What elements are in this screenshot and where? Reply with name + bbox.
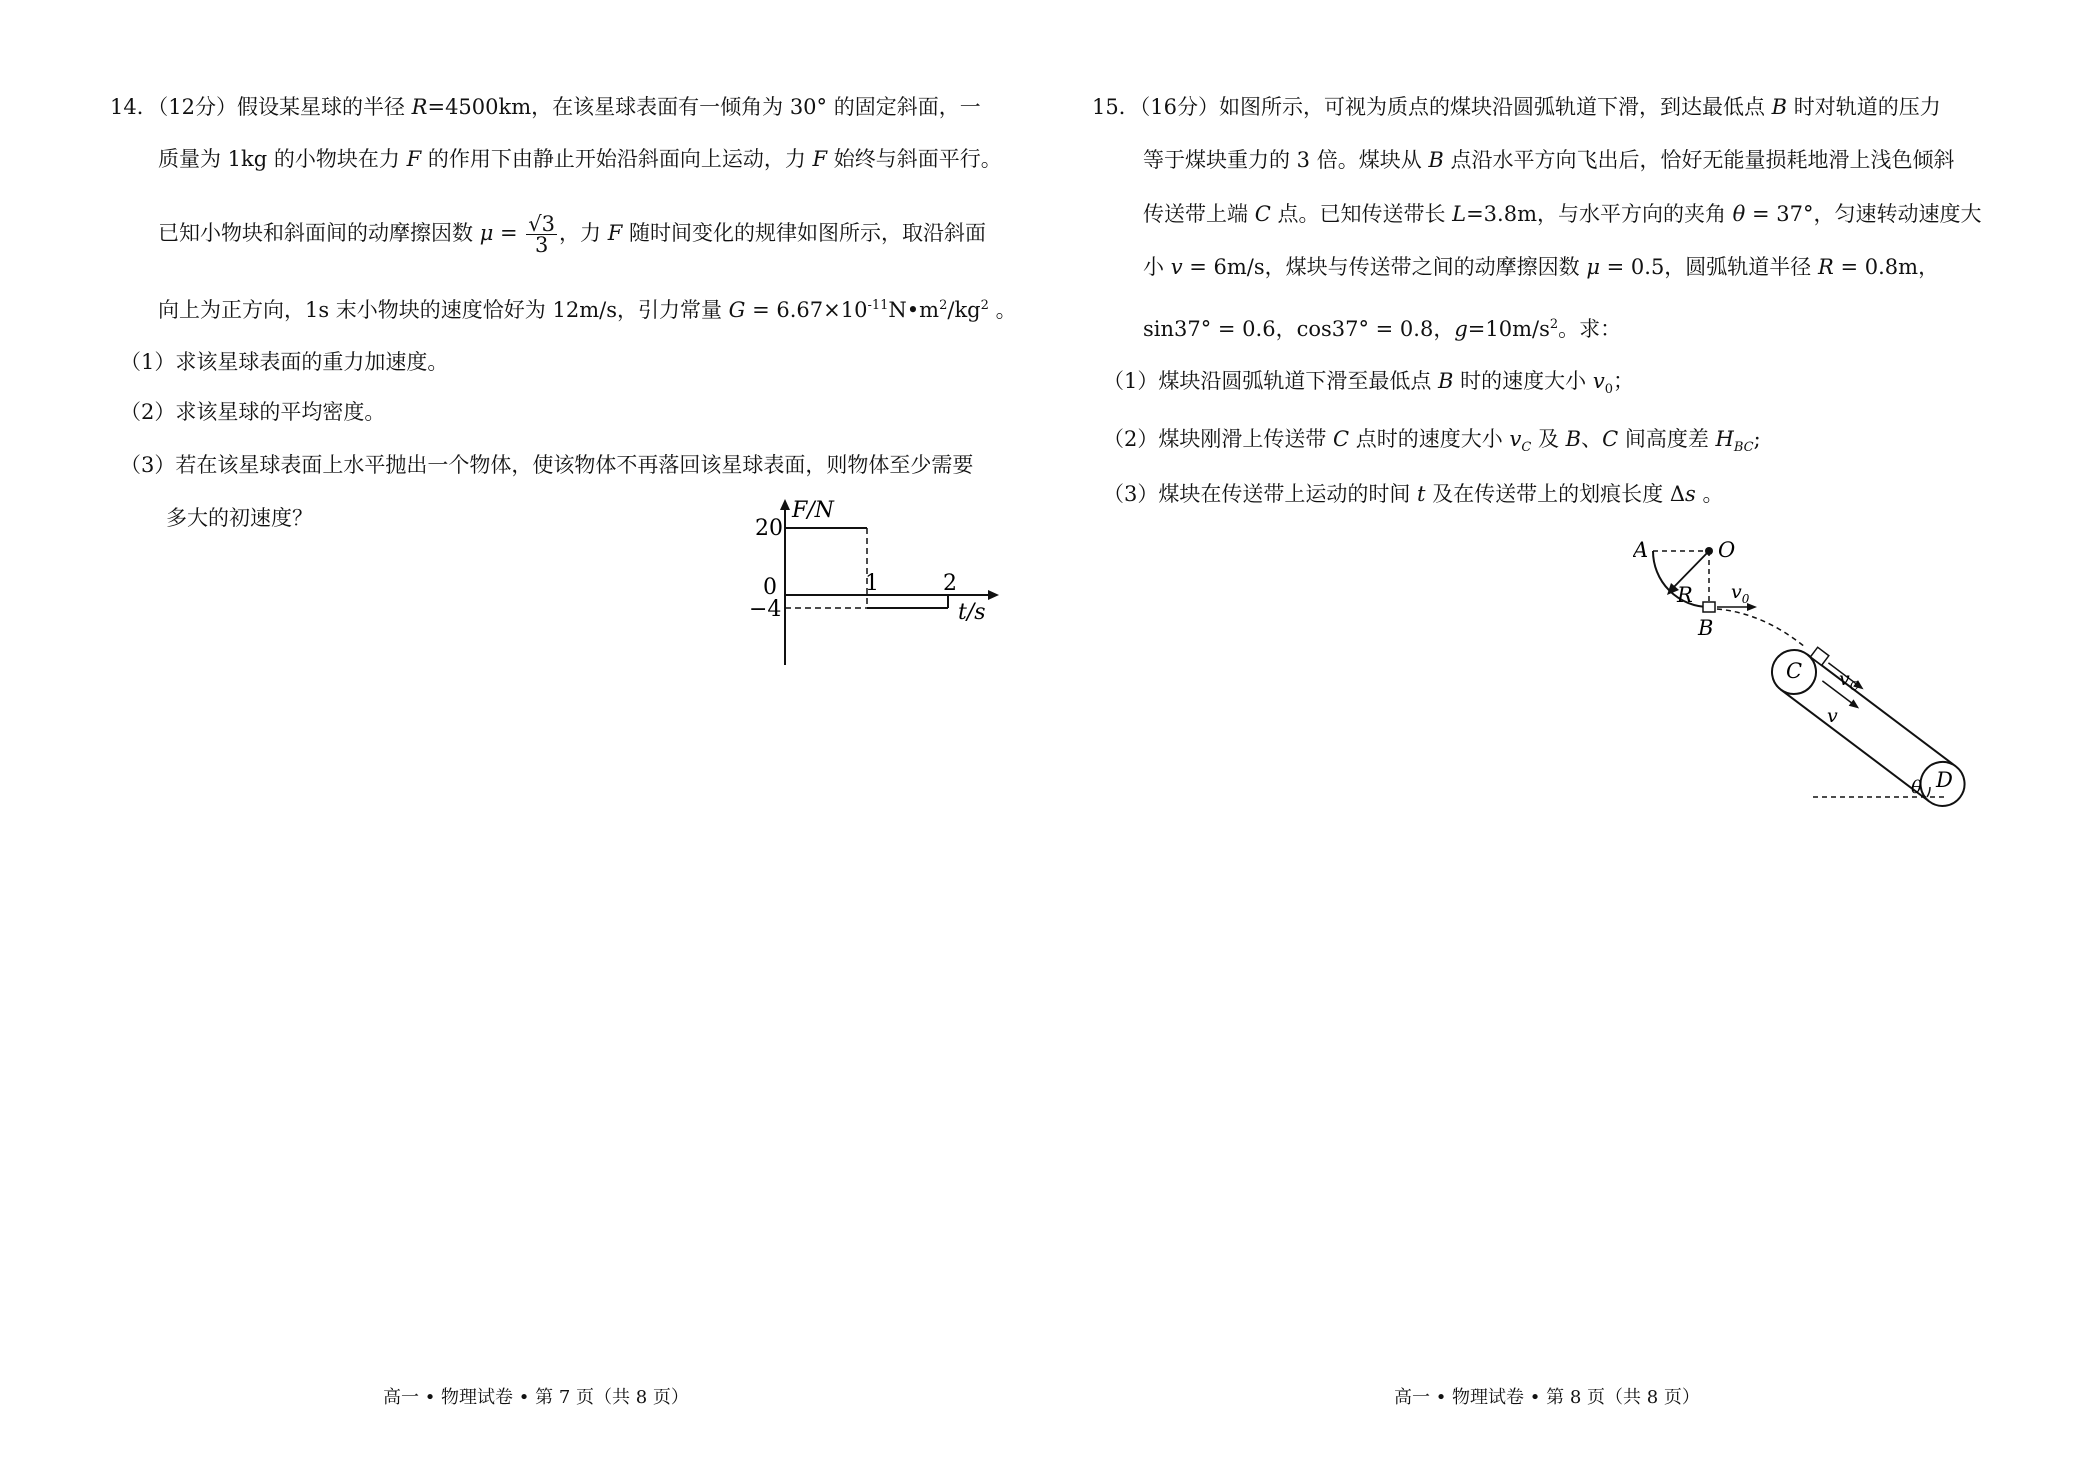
label-R: R <box>1677 583 1693 607</box>
sqrt3-over-3-fraction: $\frac{√3}{3}$ <box>528 212 556 257</box>
conveyor-diagram <box>1633 535 2033 815</box>
label-A: A <box>1633 538 1649 562</box>
q14-sub1: （1）求该星球表面的重力加速度。 <box>120 350 449 374</box>
label-v: v <box>1827 705 1838 727</box>
q14-sub3: （3）若在该星球表面上水平抛出一个物体，使该物体不再落回该星球表面，则物体至少需要 <box>120 453 974 477</box>
label-B: B <box>1698 616 1714 640</box>
q15-number: 15． <box>1092 95 1140 119</box>
q15-line5: sin37° = 0.6，cos37° = 0.8，$g=10m/s^2$。求： <box>1143 317 1622 341</box>
x-axis-label: t/s <box>958 600 986 625</box>
q14-line3: 已知小物块和斜面间的动摩擦因数 μ = $\frac{√3}{3}$ ，力 F 随时间变化的规律如图所示，取沿斜面 <box>158 212 986 257</box>
q14-line4: 向上为正方向，1s 末小物块的速度恰好为 12m/s，引力常量 $G = 6.67\times 10^{-11}N•m^2/kg^2$ 。 <box>158 298 1017 322</box>
label-C: C <box>1786 659 1803 683</box>
y-axis-label: F/N <box>792 498 834 523</box>
label-vC: $v_C$ <box>1839 668 1859 693</box>
q14-line2: 质量为 1kg 的小物块在力 F 的作用下由静止开始沿斜面向上运动，力 F 始终与斜面平行。 <box>158 147 1002 171</box>
tick-0: 0 <box>763 575 777 600</box>
q14-sub2: （2）求该星球的平均密度。 <box>120 400 386 424</box>
q15-sub2: （2）煤块刚滑上传送带 C 点时的速度大小 $v_C$ 及 B、C 间高度差 $H_{BC}$; <box>1103 427 1761 456</box>
q14-number: 14． <box>110 95 158 119</box>
q15-line1: 15．（16分）如图所示，可视为质点的煤块沿圆弧轨道下滑，到达最低点 B 时对轨道的压力 <box>1092 95 1941 119</box>
label-theta: θ <box>1911 777 1922 798</box>
label-D: D <box>1936 768 1953 792</box>
tick-1: 1 <box>865 571 879 596</box>
tick-20: 20 <box>755 516 783 541</box>
q15-sub1: （1）煤块沿圆弧轨道下滑至最低点 B 时的速度大小 $v_0$； <box>1103 369 1634 398</box>
q15-sub3: （3）煤块在传送带上运动的时间 t 及在传送带上的划痕长度 Δs 。 <box>1103 482 1724 506</box>
label-O: O <box>1718 538 1736 562</box>
q14-sub3-cont: 多大的初速度？ <box>166 506 313 530</box>
q15-score: （16分） <box>1139 95 1219 119</box>
q15-line3: 传送带上端 C 点。已知传送带长 L=3.8m，与水平方向的夹角 θ = 37°，匀速转动速度大 <box>1143 202 1982 226</box>
q15-line2: 等于煤块重力的 3 倍。煤块从 B 点沿水平方向飞出后，恰好无能量损耗地滑上浅色倾斜 <box>1143 148 1955 172</box>
page-8 <box>1043 0 2086 1474</box>
tick-2: 2 <box>943 571 957 596</box>
footer-page-8: 高一 • 物理试卷 • 第 8 页（共 8 页） <box>1394 1387 1700 1408</box>
force-time-graph <box>745 495 1005 670</box>
label-v0: $v_0$ <box>1731 581 1750 606</box>
tick-neg4: −4 <box>749 597 782 622</box>
q14-score: （12分） <box>157 95 237 119</box>
footer-page-7: 高一 • 物理试卷 • 第 7 页（共 8 页） <box>383 1387 689 1408</box>
q14-line1: 14．（12分）假设某星球的半径 R=4500km，在该星球表面有一倾角为 30° 的固定斜面，一 <box>110 95 981 119</box>
q15-line4: 小 v = 6m/s，煤块与传送带之间的动摩擦因数 μ = 0.5，圆弧轨道半径 R = 0.8m， <box>1143 255 1940 279</box>
